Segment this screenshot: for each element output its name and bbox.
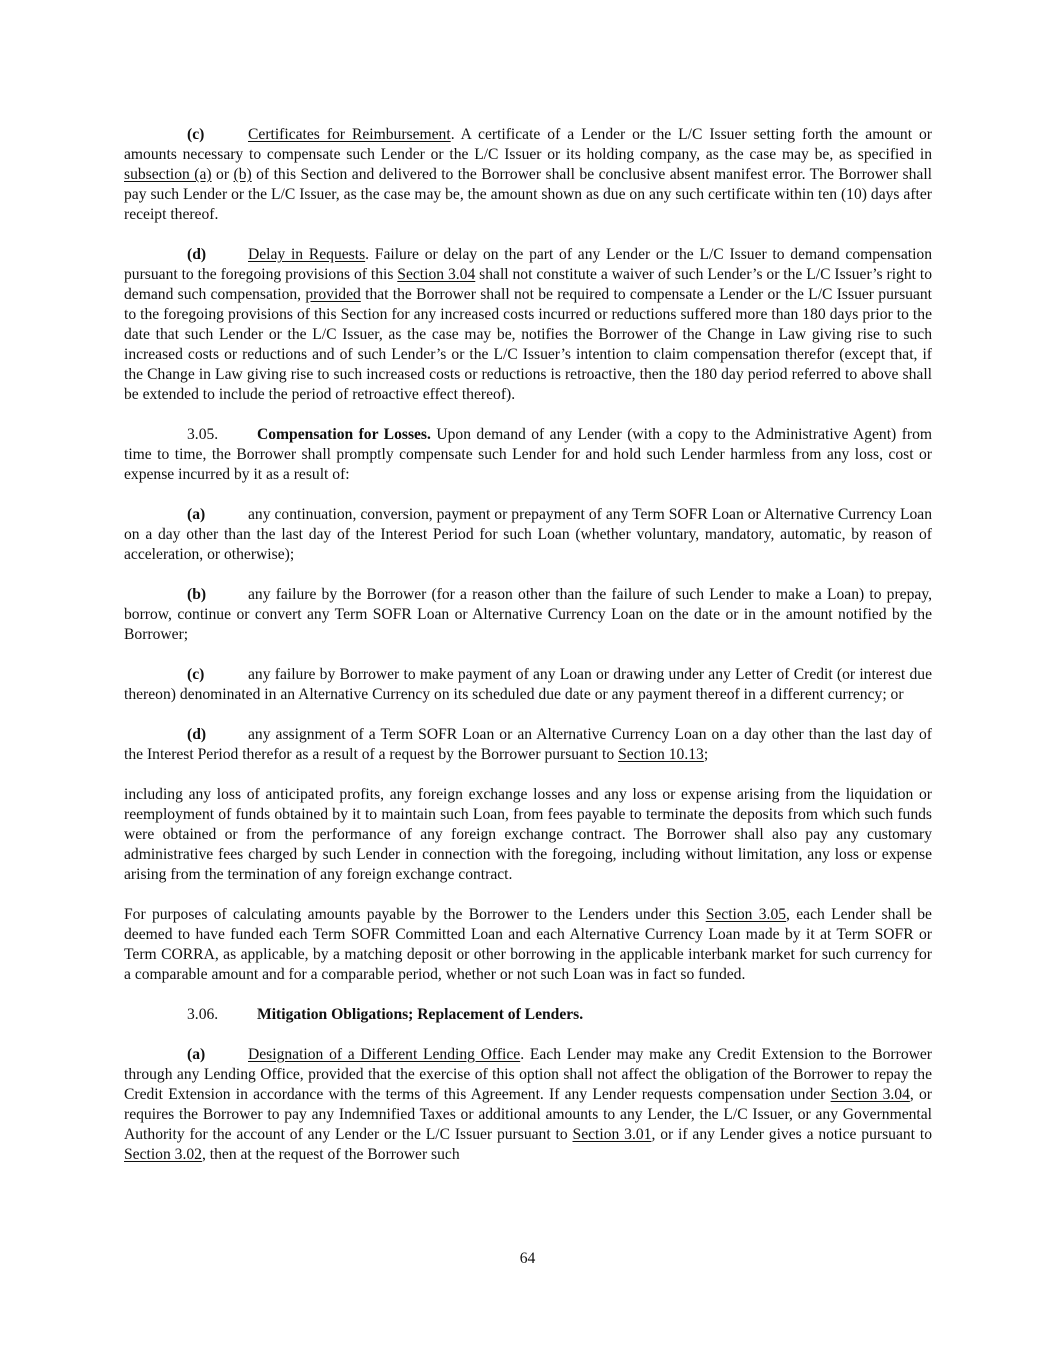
cross-reference: Section 3.01 bbox=[572, 1126, 652, 1143]
clause-text: shall not constitute a waiver of such Lender’s or the L/C Issuer’s right to demand such compensation, bbox=[124, 266, 933, 303]
section-number: 3.05. bbox=[187, 426, 219, 443]
clause-label: (d) bbox=[187, 726, 207, 743]
clause-text: For purposes of calculating amounts payable by the Borrower to the Lenders under this bbox=[124, 906, 706, 923]
clause-text: . Each Lender may make any Credit Extension to the Borrower through any Lending Office, provided that the exercise of this option shall not affect the obligation of the Borrower to repay the Credit Extension in accordance with the terms of this Agreement. If any Lender requests compensation under bbox=[124, 1046, 932, 1103]
clause-heading: Certificates for Reimbursement bbox=[248, 126, 451, 143]
paragraph-for-purposes bbox=[124, 905, 932, 985]
clause-text: . A certificate of a Lender or the L/C Issuer setting forth the amount or amounts necessary to compensate such Lender or the L/C Issuer or its holding company, as the case may be, as specified in bbox=[124, 126, 932, 163]
list-item bbox=[124, 585, 932, 645]
clause-label: (c) bbox=[187, 666, 205, 683]
clause-text: any assignment of a Term SOFR Loan or an Alternative Currency Loan on a day other than the last day of the Interest Period therefor as a result of a request by the Borrower pursuant to bbox=[124, 726, 932, 763]
cross-reference: subsection (a) bbox=[124, 166, 212, 183]
clause-label: (a) bbox=[187, 506, 206, 523]
paragraph-certificates-for-reimbursement bbox=[124, 125, 932, 225]
clause-text: of this Section and delivered to the Borrower shall be conclusive absent manifest error. The Borrower shall pay such Lender or the L/C Issuer, as the case may be, the amount shown as due on any such certificate within ten (10) days after receipt thereof. bbox=[124, 166, 932, 223]
list-item bbox=[124, 725, 932, 765]
clause-label: (d) bbox=[187, 246, 207, 263]
page-number: 64 bbox=[519, 1250, 536, 1267]
paragraph-delay-in-requests bbox=[124, 245, 932, 405]
clause-label: (c) bbox=[187, 126, 205, 143]
clause-text: , then at the request of the Borrower such bbox=[201, 1146, 460, 1163]
clause-text: any failure by the Borrower (for a reason other than the failure of such Lender to make a Loan) to prepay, borrow, continue or convert any Term SOFR Loan or Alternative Currency Loan on the date or in the amount notified by the Borrower; bbox=[124, 586, 932, 643]
clause-text: . Failure or delay on the part of any Lender or the L/C Issuer to demand compensation pursuant to the foregoing provisions of this bbox=[124, 246, 933, 283]
cross-reference: Section 3.05 bbox=[705, 906, 787, 923]
paragraph-designation-lending-office bbox=[124, 1045, 932, 1165]
list-item bbox=[124, 665, 932, 705]
clause-text: , each Lender shall be deemed to have funded each Term SOFR Committed Loan and each Alternative Currency Loan made by it at Term SOFR or Term CORRA, as applicable, by a matching deposit or other borrowing in the applicable interbank market for such currency for a comparable amount and for a comparable period, whether or not such Loan was in fact so funded. bbox=[124, 906, 932, 983]
clause-text: , or if any Lender gives a notice pursuant to bbox=[651, 1126, 932, 1143]
paragraph-including: including any loss of anticipated profits, any foreign exchange losses and any loss or expense arising from the liquidation or reemployment of funds obtained by it to maintain such Loan, from fees payable to terminate the deposits from which such funds were obtained or from the performance of any foreign exchange contract. The Borrower shall also pay any customary administrative fees charged by such Lender in connection with the foregoing, including without limitation, any loss or expense arising from the termination of any foreign exchange contract. bbox=[124, 786, 932, 883]
clause-text: any continuation, conversion, payment or prepayment of any Term SOFR Loan or Alternative Currency Loan on a day other than the last day of the Interest Period for such Loan (whether voluntary, mandatory, automatic, by reason of acceleration, or otherwise); bbox=[124, 506, 932, 563]
section-3-06 bbox=[124, 1005, 932, 1025]
list-item bbox=[124, 505, 932, 565]
section-number: 3.06. bbox=[187, 1006, 219, 1023]
cross-reference: (b) bbox=[233, 166, 252, 183]
cross-reference: Section 3.04 bbox=[830, 1086, 910, 1103]
clause-text: that the Borrower shall not be required to compensate a Lender or the L/C Issuer pursuant to the foregoing provisions of this Section for any increased costs incurred or reductions suffered more than 180 days prior to the date that such Lender or the L/C Issuer, as the case may be, notifies the Borrower of the Change in Law giving rise to such increased costs or reductions and of such Lender’s or the L/C Issuer’s intention to claim compensation therefor (except that, if the Change in Law giving rise to such increased costs or reductions is retroactive, then the 180 day period referred to above shall be extended to include the period of retroactive effect thereof). bbox=[124, 286, 932, 403]
cross-reference: Section 3.02 bbox=[124, 1146, 202, 1163]
section-heading: Compensation for Losses. bbox=[257, 426, 431, 443]
section-heading: Mitigation Obligations; Replacement of Lenders. bbox=[257, 1006, 584, 1023]
provided-term: provided bbox=[305, 286, 361, 303]
clause-text: or bbox=[211, 166, 234, 183]
clause-text: , or requires the Borrower to pay any Indemnified Taxes or additional amounts to any Lender, the L/C Issuer, or any Governmental Authority for the account of any Lender or the L/C Issuer pursuant to bbox=[124, 1086, 932, 1143]
clause-heading: Designation of a Different Lending Office bbox=[248, 1046, 521, 1063]
cross-reference: Section 3.04 bbox=[397, 266, 476, 283]
clause-label: (a) bbox=[187, 1046, 206, 1063]
clause-text: ; bbox=[703, 746, 709, 763]
section-3-05 bbox=[124, 425, 932, 485]
document-page bbox=[124, 125, 932, 1185]
clause-label: (b) bbox=[187, 586, 207, 603]
section-text: Upon demand of any Lender (with a copy to the Administrative Agent) from time to time, the Borrower shall promptly compensate such Lender for and hold such Lender harmless from any loss, cost or expense incurred by it as a result of: bbox=[124, 426, 933, 483]
clause-text: any failure by Borrower to make payment of any Loan or drawing under any Letter of Credit (or interest due thereon) denominated in an Alternative Currency on its scheduled due date or any payment thereof in a different currency; or bbox=[124, 666, 932, 703]
clause-heading: Delay in Requests bbox=[248, 246, 366, 263]
cross-reference: Section 10.13 bbox=[618, 746, 704, 763]
